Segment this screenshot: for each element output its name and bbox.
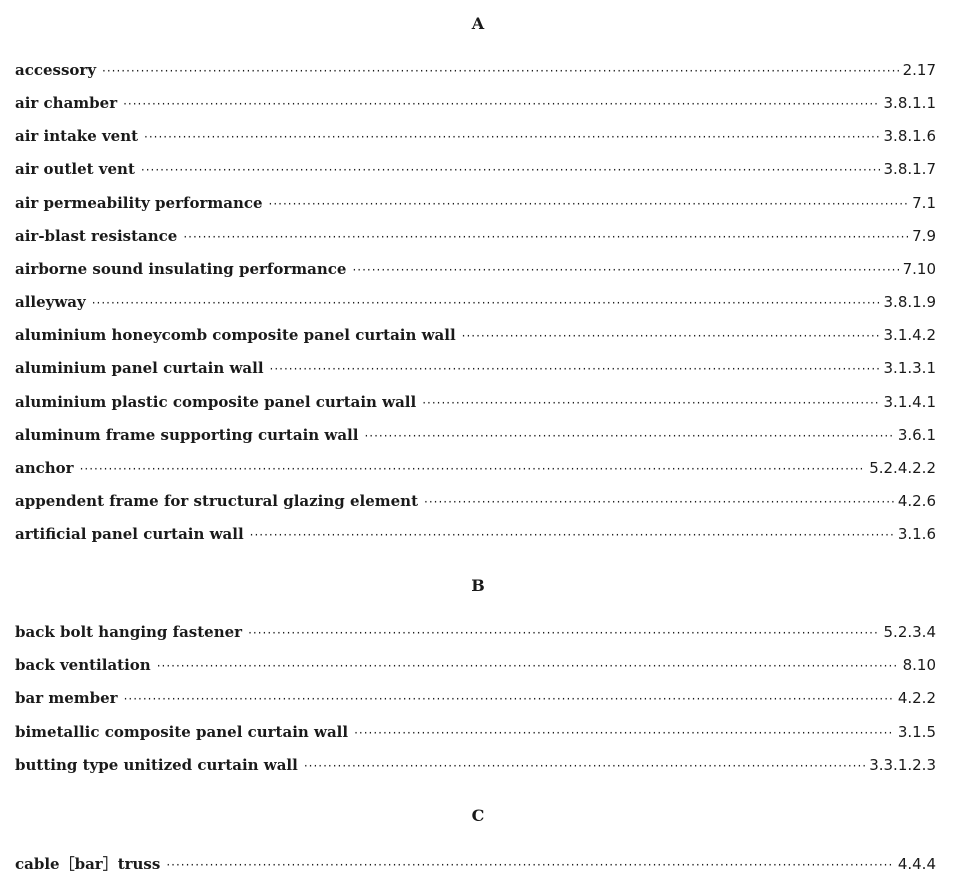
entry-reference: 3.8.1.9 [883, 293, 936, 311]
entry-term: air outlet vent [15, 160, 135, 178]
section-letter-a: A [471, 14, 485, 33]
entry-term: accessory [15, 61, 97, 79]
entry-reference: 4.4.4 [897, 855, 936, 873]
entry-term: bar member [15, 689, 118, 707]
dot-leader [462, 329, 880, 343]
entry-reference: 3.1.4.2 [883, 326, 936, 344]
dot-leader [92, 296, 880, 310]
dot-leader [124, 692, 894, 706]
entry-reference: 7.9 [912, 227, 936, 245]
entry-term: back ventilation [15, 656, 151, 674]
entry-reference: 3.8.1.7 [883, 160, 936, 178]
index-entry [15, 426, 936, 448]
section-letter-c: C [471, 806, 485, 825]
index-entry [15, 293, 936, 315]
entry-reference: 4.2.6 [897, 492, 936, 510]
entry-term: artificial panel curtain wall [15, 525, 244, 543]
index-entry [15, 853, 936, 875]
index-entry [15, 525, 936, 547]
entry-term: alleyway [15, 293, 86, 311]
entry-term: back bolt hanging fastener [15, 623, 243, 641]
entry-reference: 3.3.1.2.3 [869, 756, 936, 774]
index-entry [15, 160, 936, 182]
entry-term: appendent frame for structural glazing element [15, 492, 418, 510]
index-entry [15, 656, 936, 678]
dot-leader [157, 659, 899, 673]
dot-leader [123, 97, 879, 111]
dot-leader [270, 362, 880, 376]
entry-reference: 5.2.3.4 [883, 623, 936, 641]
entry-reference: 8.10 [902, 656, 936, 674]
dot-leader [364, 429, 893, 443]
index-entry [15, 61, 936, 83]
dot-leader [166, 858, 894, 872]
entry-term: aluminum frame supporting curtain wall [15, 426, 359, 444]
dot-leader [304, 759, 865, 773]
entry-term: air-blast resistance [15, 227, 178, 245]
dot-leader [248, 626, 879, 640]
entry-term: air chamber [15, 94, 118, 112]
index-entry [15, 326, 936, 348]
index-entry [15, 194, 936, 216]
entry-reference: 3.6.1 [897, 426, 936, 444]
entry-term: aluminium panel curtain wall [15, 359, 264, 377]
dot-leader [424, 495, 894, 509]
dot-leader [352, 263, 898, 277]
entry-reference: 3.1.5 [897, 723, 936, 741]
entry-term: air intake vent [15, 127, 139, 145]
entry-reference: 3.1.3.1 [883, 359, 936, 377]
dot-leader [80, 462, 866, 476]
index-entry [15, 260, 936, 282]
dot-leader [422, 396, 879, 410]
index-entry [15, 689, 936, 711]
entry-reference: 3.1.4.1 [883, 393, 936, 411]
entry-reference: 3.8.1.6 [883, 127, 936, 145]
dot-leader [141, 163, 880, 177]
dot-leader [269, 197, 909, 211]
index-entry [15, 359, 936, 381]
entry-reference: 4.2.2 [897, 689, 936, 707]
entry-term: anchor [15, 459, 74, 477]
entry-term: aluminium honeycomb composite panel curtain wall [15, 326, 456, 344]
index-entry [15, 227, 936, 249]
entry-term: bimetallic composite panel curtain wall [15, 723, 349, 741]
entry-term: cable［bar］truss [15, 855, 161, 873]
dot-leader [183, 230, 908, 244]
index-entry [15, 393, 936, 415]
entry-reference: 7.1 [912, 194, 936, 212]
entry-term: airborne sound insulating performance [15, 260, 347, 278]
entry-term: air permeability performance [15, 194, 263, 212]
index-entry [15, 492, 936, 514]
index-entry [15, 723, 936, 745]
entry-reference: 3.8.1.1 [883, 94, 936, 112]
index-entry [15, 756, 936, 778]
dot-leader [250, 528, 894, 542]
dot-leader [102, 64, 899, 78]
entry-reference: 5.2.4.2.2 [869, 459, 936, 477]
section-letter-b: B [471, 576, 485, 595]
dot-leader [144, 130, 879, 144]
index-entry [15, 459, 936, 481]
index-entry [15, 623, 936, 645]
index-entry [15, 127, 936, 149]
entry-reference: 2.17 [902, 61, 936, 79]
index-entry [15, 94, 936, 116]
entry-reference: 7.10 [902, 260, 936, 278]
entry-term: aluminium plastic composite panel curtain wall [15, 393, 417, 411]
entry-term: butting type unitized curtain wall [15, 756, 298, 774]
entry-reference: 3.1.6 [897, 525, 936, 543]
dot-leader [354, 726, 894, 740]
